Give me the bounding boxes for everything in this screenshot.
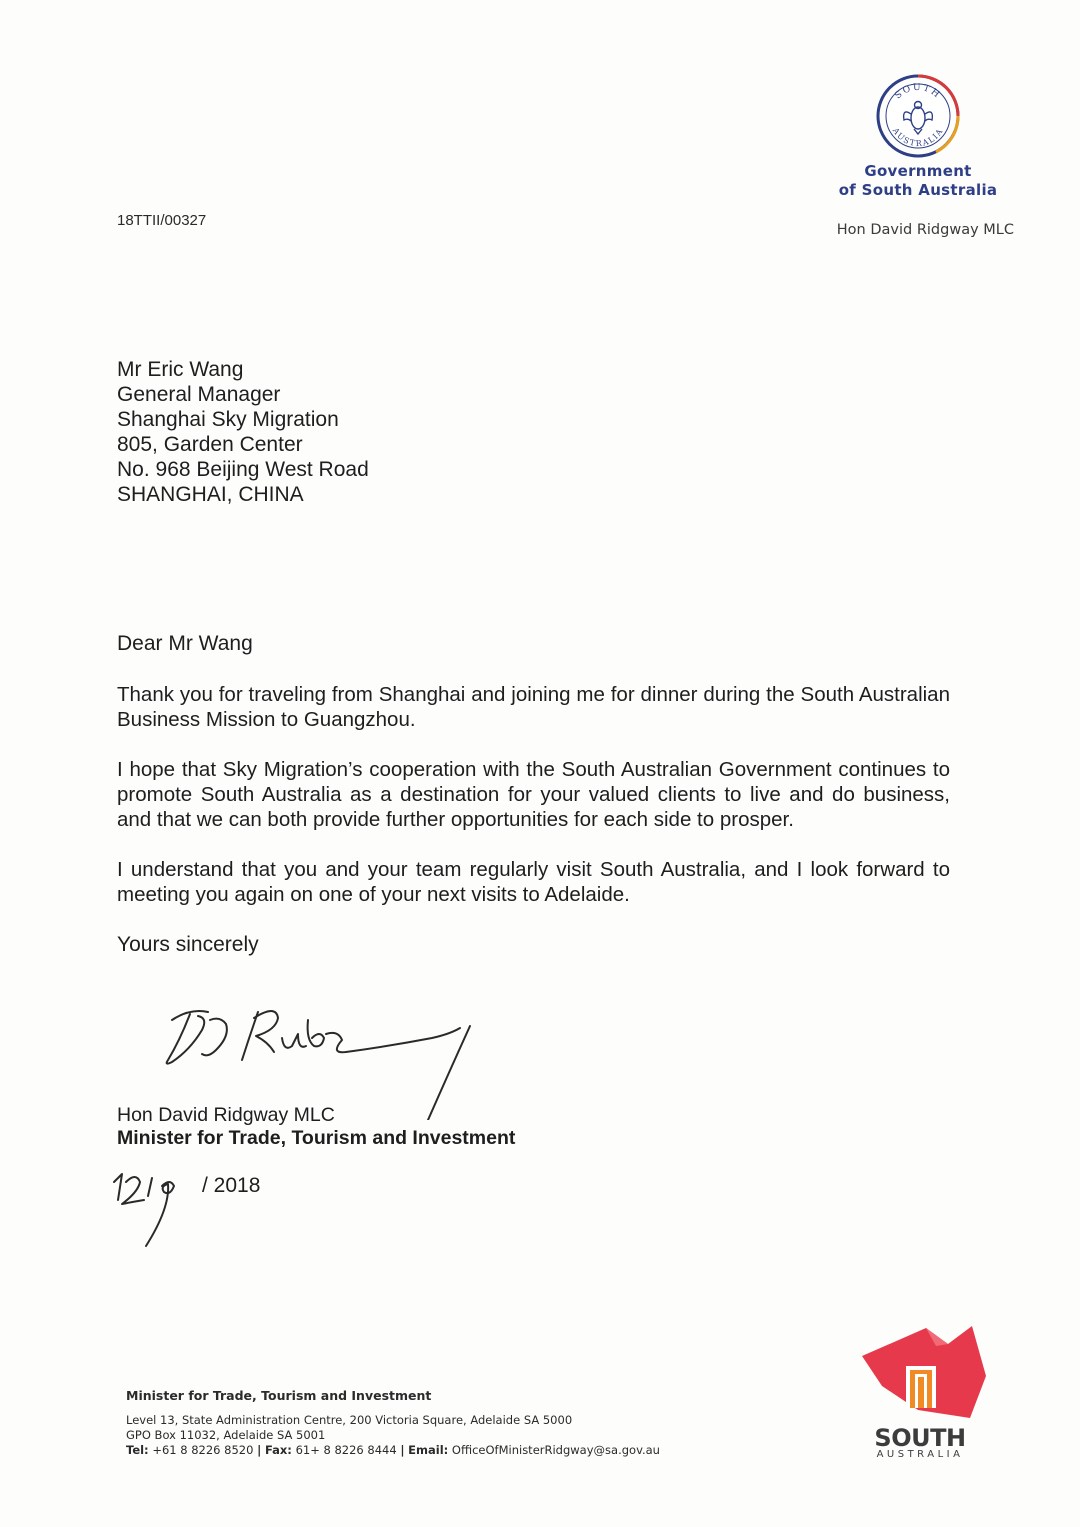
footer-office: Minister for Trade, Tourism and Investment <box>126 1388 432 1403</box>
separator: | <box>257 1443 262 1457</box>
signer-name: Hon David Ridgway MLC <box>117 1104 335 1126</box>
address-line: 805, Garden Center <box>117 433 303 456</box>
south-australia-brand-logo <box>858 1326 988 1422</box>
government-name-line2: of South Australia <box>838 181 998 199</box>
footer-address-line: GPO Box 11032, Adelaide SA 5001 <box>126 1428 326 1442</box>
svg-text:AUSTRALIA: AUSTRALIA <box>890 126 946 149</box>
footer-address-line: Level 13, State Administration Centre, 200 Victoria Square, Adelaide SA 5000 <box>126 1413 573 1427</box>
fax-value: 61+ 8 8226 8444 <box>295 1443 397 1457</box>
body-paragraph: I understand that you and your team regularly visit South Australia, and I look forward to meeting you again on one of your next visits to Adelaide. <box>117 858 950 906</box>
email-label: Email: <box>408 1443 449 1457</box>
tel-value: +61 8 8226 8520 <box>152 1443 254 1457</box>
letterhead-minister: Hon David Ridgway MLC <box>836 222 1014 238</box>
fax-label: Fax: <box>264 1443 292 1457</box>
reference-number: 18TTII/00327 <box>117 212 207 229</box>
brand-subword: AUSTRALIA <box>876 1449 964 1460</box>
body-paragraph: Thank you for traveling from Shanghai and joining me for dinner during the South Australian Business Mission to Guangzhou. <box>117 683 950 731</box>
handwritten-signature <box>150 990 490 1120</box>
government-crest-logo <box>876 74 960 158</box>
body-paragraph: I hope that Sky Migration’s cooperation with the South Australian Government continues to promote South Australia as a destination for your valued clients to live and do business, and that we can both provide further opportunities for each side to prosper. <box>117 758 950 831</box>
signature-date-year: / 2018 <box>202 1174 261 1197</box>
email-value: OfficeOfMinisterRidgway@sa.gov.au <box>451 1443 660 1457</box>
recipient-address <box>117 357 369 507</box>
address-line: No. 968 Beijing West Road <box>117 458 369 481</box>
tel-label: Tel: <box>126 1443 149 1457</box>
address-line: Mr Eric Wang <box>117 358 244 381</box>
address-line: Shanghai Sky Migration <box>117 408 339 431</box>
footer-contact-line <box>126 1443 660 1458</box>
svg-text:SOUTH: SOUTH <box>893 82 943 102</box>
brand-word: SOUTH <box>874 1424 966 1452</box>
salutation: Dear Mr Wang <box>117 632 253 655</box>
address-line: General Manager <box>117 383 281 406</box>
government-name <box>800 162 1036 200</box>
address-line: SHANGHAI, CHINA <box>117 483 304 506</box>
handwritten-date <box>108 1168 198 1248</box>
separator: | <box>400 1443 405 1457</box>
closing: Yours sincerely <box>117 933 259 956</box>
signer-title: Minister for Trade, Tourism and Investment <box>117 1127 516 1149</box>
footer-contact <box>126 1413 660 1458</box>
government-name-line1: Government <box>864 162 972 180</box>
